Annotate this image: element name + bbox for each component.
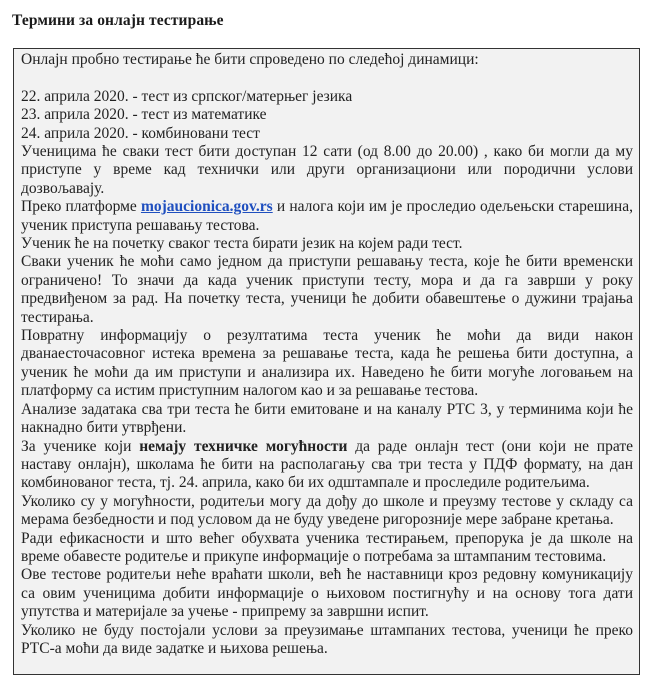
platform-paragraph <box>21 198 633 235</box>
language-paragraph: Ученик ће на почетку сваког теста бирати језик на којем ради тест. <box>21 235 463 253</box>
rts-paragraph: Анализе задатака сва три теста ће бити емитоване и на каналу РТС 3, у терминима који ће накнадно бити утврђени. <box>21 400 633 437</box>
no-tech-emphasis: немају техничке могућности <box>139 437 348 455</box>
schedule-item: 22. априла 2020. - тест из српског/матерњег језика <box>21 87 353 105</box>
availability-paragraph: Ученицима ће сваки тест бити доступан 12 сати (од 8.00 до 20.00) , како би могли да му приступе у време кад технички или други организациони или породични услови дозвољавају. <box>21 143 633 197</box>
blank-line <box>21 69 633 87</box>
no-tech-text-before: За ученике који <box>21 437 140 455</box>
efficiency-paragraph: Ради ефикасности и што већег обухвата ученика тестирањем, препорука је да школе на време обавесте родитеље и прикупе информације о потребама за штампаним тестовима. <box>21 529 633 565</box>
parents-paragraph: Уколико су у могућности, родитељи могу да дођу до школе и преузму тестове у складу са мерама безбедности и под условом да не буду уведене ригорозније мере забране кретања. <box>21 492 633 529</box>
platform-link[interactable]: mojaucionica.gov.rs <box>140 198 273 216</box>
return-paragraph: Ове тестове родитељи неће враћати школи, већ ће наставници кроз редовну комуникацију са овим ученицима добити информације о њиховом постигнућу и на основу тога дати упутства и материјале за учење - припрему за завршни испит. <box>21 566 633 621</box>
single-attempt-paragraph: Сваки ученик ће моћи само једном да приступи решавању теста, које ће бити временски ограничено! То значи да када ученик приступи тесту, мора и да га заврши у року предвиђеном за рад. На почетку теста, ученици ће добити обавештење о дужини трајања тестирања. <box>21 253 633 326</box>
intro-text: Онлајн пробно тестирање ће бити спроведено по следећој динамици: <box>21 51 479 68</box>
schedule-item: 23. априла 2020. - тест из математике <box>21 106 267 124</box>
page-title: Термини за онлајн тестирање <box>12 12 224 29</box>
platform-text-before: Преко платформе <box>21 198 141 216</box>
no-tech-text-after: да раде онлајн тест (они који не прате наставу онлајн), школама ће бити на располагању сва три теста у ПДФ формату, на дан комбинованог теста, тј. 24. априла, како би их одштампале и проследиле родитељима. <box>21 437 633 492</box>
feedback-paragraph: Повратну информацију о резултатима теста ученик ће моћи да види након дванаесточасовног истека времена за решавање теста, када ће решења бити доступна, а ученик ће моћи да им приступи и анализира их. Наведено ће бити могуће логовањем на платформу са истим приступним налогом као и за решавање тестова. <box>21 327 633 400</box>
no-tech-paragraph <box>21 438 633 493</box>
platform-text-after: и налога који им је проследио одељењски старешина, ученик приступа решавању тестова. <box>21 198 633 234</box>
no-print-paragraph: Уколико не буду постојали услови за преузимање штампаних тестова, ученици ће преко РТС-а моћи да виде задатке и њихова решења. <box>21 621 633 657</box>
schedule-item: 24. априла 2020. - комбиновани тест <box>21 124 260 142</box>
testing-notice-box <box>13 48 640 675</box>
